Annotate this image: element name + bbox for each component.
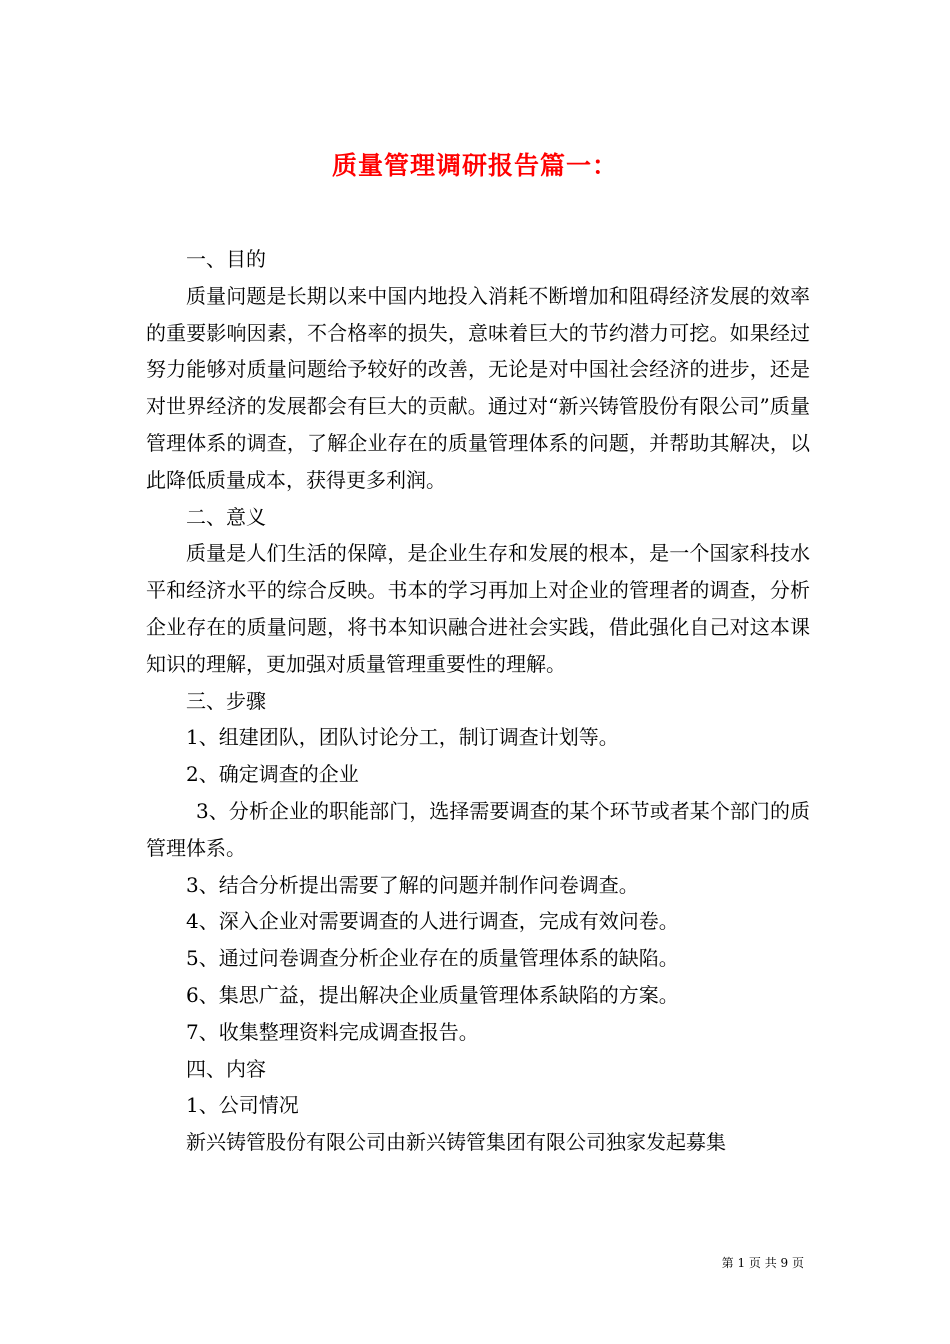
step-item-3b: 3、结合分析提出需要了解的问题并制作问卷调查。 bbox=[186, 872, 639, 897]
section-heading-content: 四、内容 bbox=[186, 1056, 266, 1081]
page-number: 第 1 页 共 9 页 bbox=[721, 1256, 804, 1270]
step-item-7: 7、收集整理资料完成调查报告。 bbox=[186, 1019, 479, 1044]
step-item-2: 2、确定调查的企业 bbox=[186, 762, 359, 787]
step-item-5: 5、通过问卷调查分析企业存在的质量管理体系的缺陷。 bbox=[186, 946, 679, 971]
paragraph-company: 新兴铸管股份有限公司由新兴铸管集团有限公司独家发起募集 bbox=[186, 1130, 726, 1155]
step-item-4: 4、深入企业对需要调查的人进行调查，完成有效问卷。 bbox=[186, 909, 679, 934]
paragraph-significance: 质量是人们生活的保障，是企业生存和发展的根本，是一个国家科技水平和经济水平的综合反映。书本的学习再加上对企业的管理者的调查，分析企业存在的质量问题，将书本知识融合进社会实践，借此强化自己对这本课知识的理解，更加强对质量管理重要性的理解。 bbox=[146, 541, 810, 676]
step-item-3a: 3、分析企业的职能部门，选择需要调查的某个环节或者某个部门的质管理体系。 bbox=[146, 798, 810, 860]
section-heading-purpose: 一、目的 bbox=[186, 247, 266, 271]
paragraph-purpose: 质量问题是长期以来中国内地投入消耗不断增加和阻碍经济发展的效率的重要影响因素，不合格率的损失，意味着巨大的节约潜力可挖。如果经过努力能够对质量问题给予较好的改善，无论是对中国社会经济的进步，还是对世界经济的发展都会有巨大的贡献。通过对“新兴铸管股份有限公司”质量管理体系的调查，了解企业存在的质量管理体系的问题，并帮助其解决，以此降低质量成本，获得更多利润。 bbox=[146, 283, 810, 492]
section-heading-significance: 二、意义 bbox=[186, 504, 266, 529]
section-heading-steps: 三、步骤 bbox=[186, 688, 266, 713]
document-body bbox=[146, 241, 810, 1161]
subsection-heading-company: 1、公司情况 bbox=[186, 1093, 299, 1118]
document-title: 质量管理调研报告篇一： bbox=[331, 150, 618, 180]
step-item-1: 1、组建团队，团队讨论分工，制订调查计划等。 bbox=[186, 725, 619, 750]
step-item-6: 6、集思广益，提出解决企业质量管理体系缺陷的方案。 bbox=[186, 982, 679, 1007]
